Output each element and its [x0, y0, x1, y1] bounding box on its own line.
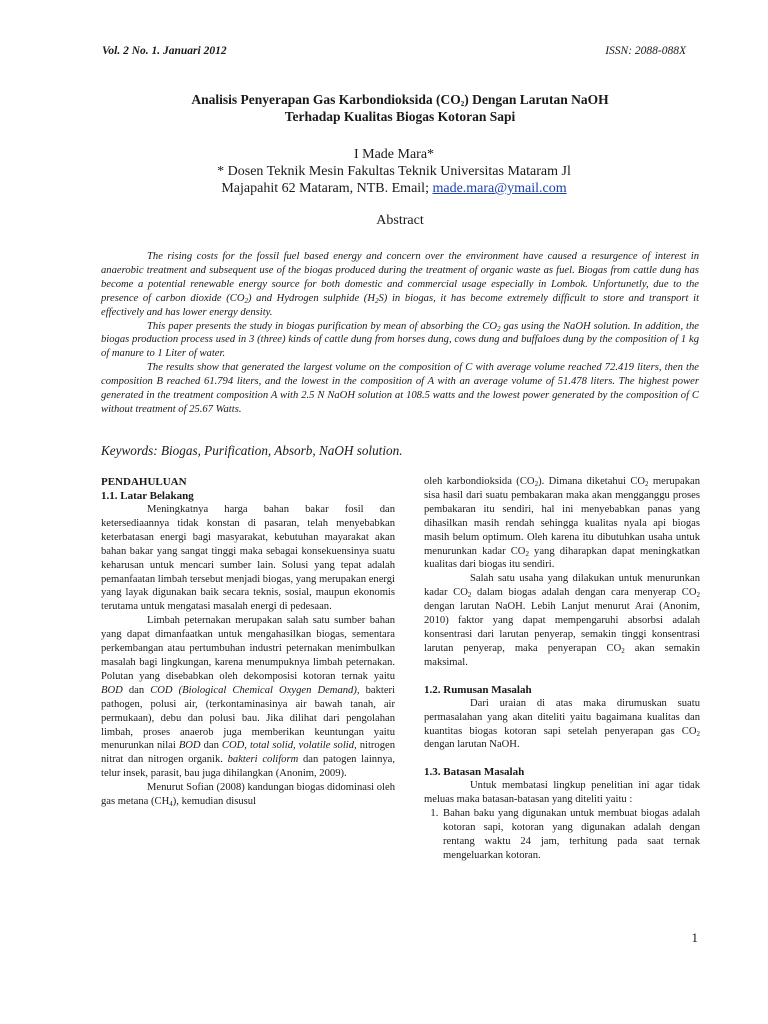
abstract-paragraph: The results show that generated the largest volume on the composition of C with average volume reached 72.419 liters, then the composition B reached 61.794 liters, and the lowest in the composition of A with an average volume of 51.478 liters. The highest power generated in the treatment composition A with 2.5 N NaOH solution at 108.5 watts and the lowest power generated by the composition of C without treatment of 25.67 Watts. [101, 362, 699, 415]
right-column [424, 475, 700, 863]
body-paragraph: Dari uraian di atas maka dirumuskan suatu permasalahan yang akan diteliti yaitu bagaimana kualitas dan kuantitas biogas kotoran sapi setelah penyerapan gas $CO_2$ dengan larutan NaOH. [424, 697, 700, 751]
author-block [100, 146, 688, 197]
paper-title-line-2: Terhadap Kualitas Biogas Kotoran Sapi [284, 109, 516, 124]
author-email-link[interactable]: made.mara@ymail.com [432, 181, 567, 196]
abstract-paragraph: This paper presents the study in biogas purification by mean of absorbing the $CO_2$ gas using the NaOH solution. In addition, the biogas production process used in 3 (three) kinds of cattle dung from horses dung, cows dung and buffaloes dung by the composition of 1 kg of manure to 1 Liter of water. [101, 320, 699, 360]
subsection-heading-latar-belakang: 1.1. Latar Belakang [101, 490, 194, 502]
abstract-body [101, 250, 699, 417]
body-paragraph: Limbah peternakan merupakan salah satu sumber bahan yang dapat dimanfaatkan untuk mengahasilkan biogas, sementara perkembangan atau pertumbuhan industri peternakan menimbulkan masalah bagi lingkungan, karena menumpuknya limbah peternakan. Polutan yang disebabkan oleh dekomposisi kotoran ternak yaitu BOD dan COD (Biological Chemical Oxygen Demand), bakteri pathogen, polusi air, (terkontaminasinya air bawah tanah, air permukaan), debu dan polusi bau. Jika dilihat dari pengolahan limbah, proses anaerob juga memberikan keuntungan yaitu menurunkan nilai BOD dan COD, total solid, volatile solid, nitrogen nitrat dan nitrogen organik. bakteri coliform dan patogen lainnya, telur insek, parasit, bau juga dihilangkan (Anonim, 2009). [101, 615, 396, 780]
journal-issn: ISSN: 2088-088X [605, 45, 686, 57]
paper-title-line-1: Analisis Penyerapan Gas Karbondioksida $(CO_2)$ Dengan Larutan NaOH [191, 92, 609, 108]
subsection-heading-rumusan-masalah: 1.2. Rumusan Masalah [424, 683, 532, 696]
abstract-heading: Abstract [376, 213, 424, 228]
author-name: I Made Mara* [353, 147, 435, 162]
page-number: 1 [691, 930, 698, 945]
subsection-heading-batasan-masalah: 1.3. Batasan Masalah [424, 766, 525, 779]
left-column [101, 475, 395, 809]
body-paragraph: oleh karbondioksida $(CO_2)$. Dimana diketahui $CO_2$ merupakan sisa hasil dari suatu pembakaran maka akan mengganggu proses pembakaran itu sendiri, hal ini menyebabkan panas yang dihasilkan masih rendah sehingga kualitas nyala api biogas masih belum optimum. Oleh karena itu dibutuhkan usaha untuk menurunkan kadar $CO_2$ yang diharapkan dapat meningkatkan kualitas dari biogas itu sendiri. [424, 476, 701, 571]
keywords: Keywords: Biogas, Purification, Absorb, NaOH solution. [101, 443, 403, 458]
limitations-list [424, 807, 700, 863]
journal-volume: Vol. 2 No. 1. Januari 2012 [102, 45, 227, 57]
abstract-paragraph: The rising costs for the fossil fuel based energy and concern over the environment have caused a resurgence of interest in anaerobic treatment and subsequent use of the biogas produced during the treatment of organic waste as fuel. Biogas from cattle dung has become a potential renewable energy source for both domestic and commercial usage especially in Lombok. Unfortunetly, due to the presence of carbon dioxide $(CO_2)$ and Hydrogen sulphide $(H_2S)$ in biogas, it has become extremely difficult to store and transport it effectively and has lower energy density. [101, 251, 700, 318]
list-item: 1. Bahan baku yang digunakan untuk membuat biogas adalah kotoran sapi, kotoran yang digunakan adalah dengan rentang waktu 24 jam, terhitung pada saat ternak mengeluarkan kotoran. [441, 807, 700, 863]
body-paragraph: Salah satu usaha yang dilakukan untuk menurunkan kadar $CO_2$ dalam biogas adalah dengan cara menyerap $CO_2$ dengan larutan NaOH. Lebih Lanjut menurut Arai (Anonim, 2010) faktor yang dapat mempengaruhi absorbsi adalah konsentrasi dari larutan penyerap, semakin tinggi konsentrasi larutan penyerap, maka penyerapan $CO_2$ akan semakin maksimal. [424, 573, 701, 668]
author-address: Majapahit 62 Mataram, NTB. Email; made.mara@ymail.com [221, 181, 567, 196]
section-heading-pendahuluan: PENDAHULUAN [101, 476, 187, 488]
body-paragraph: Menurut Sofian (2008) kandungan biogas didominasi oleh gas metana $(CH_4)$, kemudian disusul [101, 782, 395, 809]
body-paragraph: Meningkatnya harga bahan bakar fosil dan ketersediaannya tidak konstan di pasaran, telah menyebabkan keterbatasan energi bagi masyarakat, kebutuhan mayarakat akan bahan bakar yang sangat tinggi maka sebagai konsekuensinya suatu keharusan untuk mencari sumber lain. Solusi yang tepat adalah pemanfaatan limbah tersebut menjadi biogas, yang merupakan energi yang layak digunakan baik secara teknis, sosial, maupun ekonomis terutama untuk mengatasi masalah energi di pedesaan. [101, 504, 395, 613]
author-affiliation: * Dosen Teknik Mesin Fakultas Teknik Universitas Mataram Jl [217, 164, 571, 179]
body-paragraph: Untuk membatasi lingkup penelitian ini agar tidak meluas maka batasan-batasan yang diteliti yaitu : [424, 780, 700, 806]
